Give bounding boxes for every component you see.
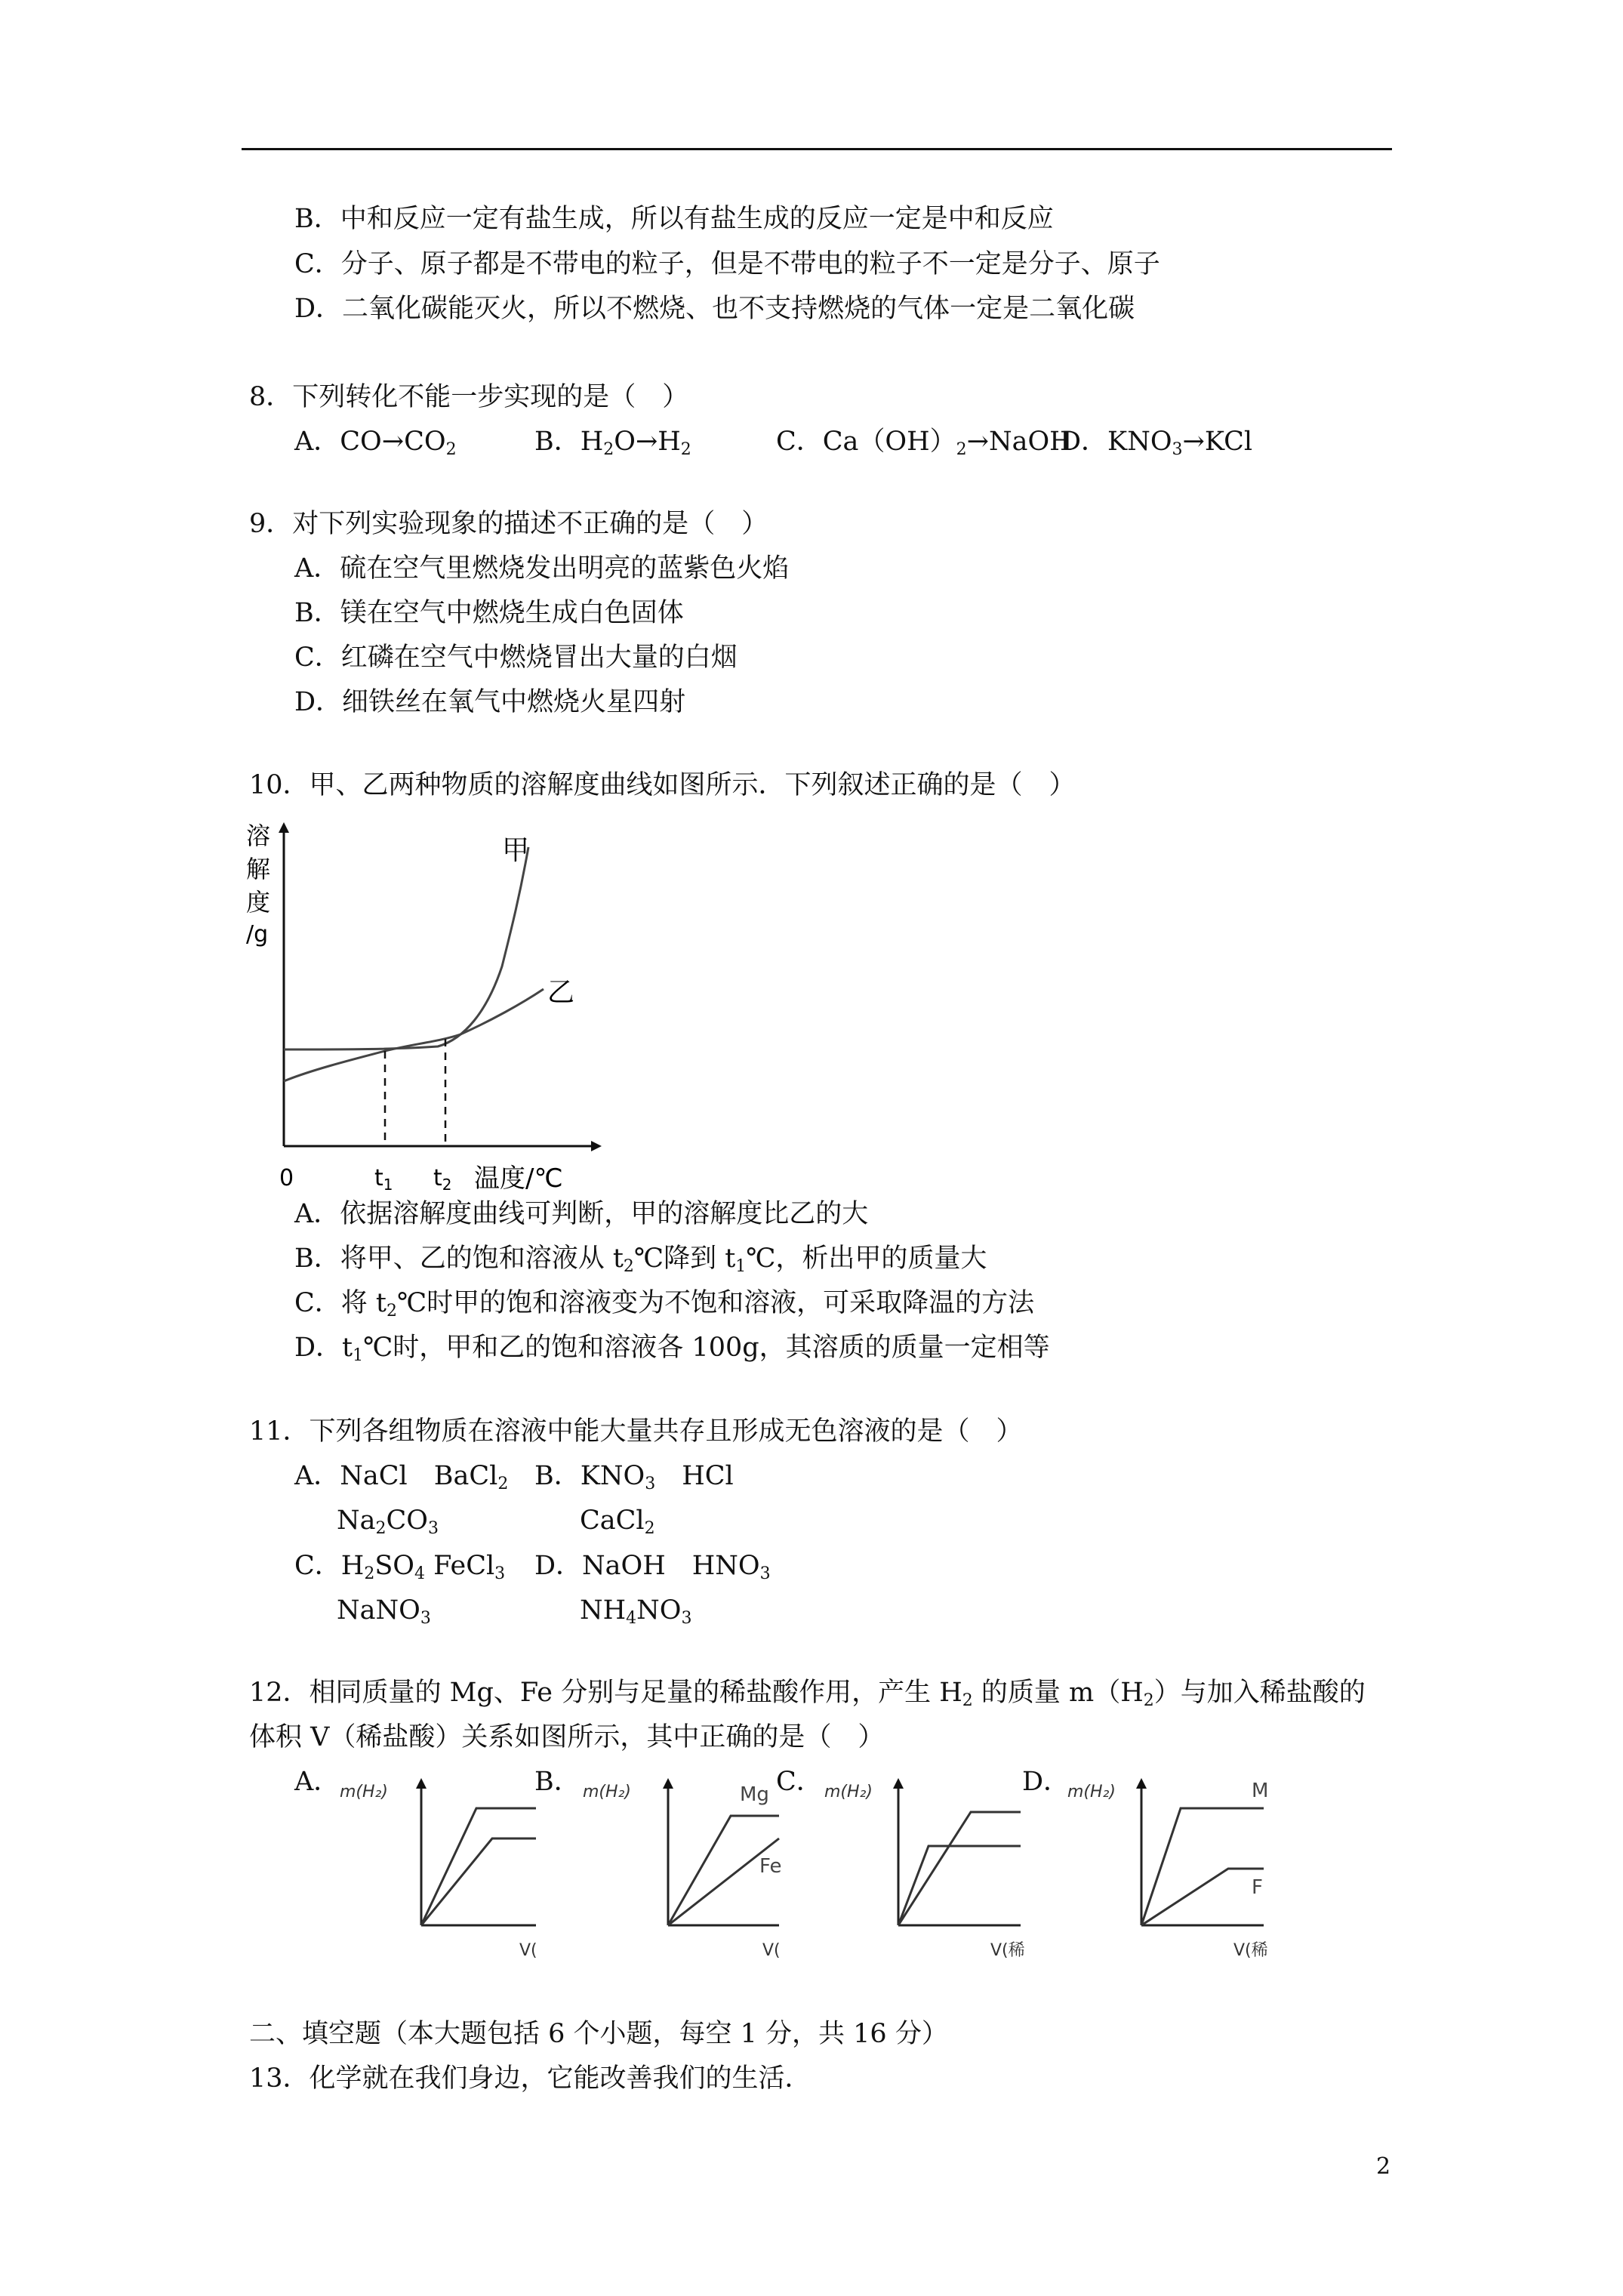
q12-graph-d	[1066, 1774, 1269, 1963]
x-axis-label: 温度/℃	[474, 1163, 563, 1194]
series-yi-label: 乙	[547, 977, 575, 1008]
y-label-char: 度	[246, 888, 271, 917]
graph-a-line-upper	[421, 1808, 536, 1925]
q10-option-b: B．将甲、乙的饱和溶液从 $t_2℃$降到 $t_1℃$，析出甲的质量大	[294, 1244, 987, 1276]
q9-stem: 9．对下列实验现象的描述不正确的是（ ）	[249, 509, 768, 539]
q10-option-c: C．将 $t_2℃$时甲的饱和溶液变为不饱和溶液，可采取降温的方法	[294, 1288, 1035, 1321]
q11-option-b-line2: CaCl$_2$	[580, 1505, 655, 1538]
q8-option-d: D．$KNO_3\to KCl$	[1060, 427, 1253, 459]
q7-option-c: C．分子、原子都是不带电的粒子，但是不带电的粒子不一定是分子、原子	[294, 249, 1160, 279]
graph-c-y-label: m(H₂)	[824, 1783, 873, 1801]
q12-stem-line1: 12．相同质量的 Mg、Fe 分别与足量的稀盐酸作用，产生 $H_2$ 的质量 $m(H_2)$与加入稀盐酸的	[249, 1678, 1366, 1710]
q13-stem: 13．化学就在我们身边，它能改善我们的生活．	[249, 2063, 812, 2094]
origin-label: 0	[279, 1165, 294, 1191]
q10-option-a: A．依据溶解度曲线可判断，甲的溶解度比乙的大	[294, 1199, 869, 1229]
q11-option-c-line2: NaNO$_3$	[337, 1595, 431, 1628]
series-jia-label: 甲	[502, 835, 530, 866]
graph-d-f-label: F	[1252, 1876, 1263, 1899]
graph-c-line-upper	[898, 1812, 1021, 1925]
q11-option-a-line1: A．NaCl BaCl$_2$	[294, 1461, 509, 1493]
q8-option-a: A．$CO\to CO_2$	[294, 427, 457, 459]
t2-label: $t_2$	[433, 1165, 452, 1194]
q12-label-a: A．	[294, 1767, 340, 1797]
section-2-heading: 二、填空题（本大题包括 6 个小题，每空 1 分，共 16 分）	[249, 2019, 948, 2049]
t1-label: $t_1$	[374, 1165, 393, 1194]
q12-label-d: D．	[1022, 1767, 1070, 1797]
q11-stem: 11．下列各组物质在溶液中能大量共存且形成无色溶液的是（ ）	[249, 1416, 1023, 1447]
q11-option-c-line1: C．$H_2SO_4$ FeCl$_3$	[294, 1551, 506, 1583]
y-label-char: 解	[246, 855, 271, 883]
q9-option-b: B．镁在空气中燃烧生成白色固体	[294, 598, 684, 628]
q11-option-a-line2: $Na_2CO_3$	[337, 1505, 439, 1538]
q12-label-b: B．	[534, 1767, 581, 1797]
q12-stem-line2: 体积 V（稀盐酸）关系如图所示，其中正确的是（ ）	[249, 1722, 885, 1752]
header-rule	[242, 148, 1392, 150]
q11-option-d-line1: D．NaOH $HNO_3$	[534, 1551, 771, 1583]
graph-d-x-label: V(稀	[1233, 1941, 1268, 1960]
series-yi-curve	[284, 989, 544, 1081]
q8-option-b: B．$H_2O\to H_2$	[534, 427, 691, 459]
graph-b-y-label: m(H₂)	[583, 1783, 631, 1801]
q10-option-d: D．$t_1℃$时，甲和乙的饱和溶液各 100g，其溶质的质量一定相等	[294, 1333, 1050, 1365]
q8-stem: 8．下列转化不能一步实现的是（ ）	[249, 382, 689, 412]
graph-b-x-label: V(	[762, 1941, 781, 1960]
page-number: 2	[1376, 2153, 1391, 2180]
q10-stem: 10．甲、乙两种物质的溶解度曲线如图所示．下列叙述正确的是（ ）	[249, 770, 1076, 800]
graph-b-fe-label: Fe	[759, 1855, 782, 1878]
q9-option-d: D．细铁丝在氧气中燃烧火星四射	[294, 687, 686, 717]
graph-a-line-lower	[421, 1838, 536, 1925]
graph-d-y-label: m(H₂)	[1067, 1783, 1116, 1801]
graph-d-line-lower	[1141, 1869, 1264, 1925]
graph-b-line-fe	[668, 1838, 779, 1925]
q9-option-c: C．红磷在空气中燃烧冒出大量的白烟	[294, 643, 738, 673]
graph-a-y-label: m(H₂)	[340, 1783, 388, 1801]
solubility-curve-chart	[242, 815, 619, 1193]
q7-option-b: B．中和反应一定有盐生成，所以有盐生成的反应一定是中和反应	[294, 204, 1054, 234]
q12-label-c: C．	[776, 1767, 823, 1797]
graph-a-x-label: V(	[519, 1941, 537, 1960]
q12-graph-c	[823, 1774, 1025, 1963]
graph-d-line-upper	[1141, 1808, 1264, 1925]
graph-b-mg-label: Mg	[740, 1783, 769, 1806]
graph-c-line-lower	[898, 1846, 1021, 1925]
graph-c-x-label: V(稀	[990, 1941, 1025, 1960]
q8-option-c: C．$Ca(OH)_2\to NaOH$	[776, 427, 1073, 459]
q12-graph-b	[581, 1774, 782, 1963]
graph-d-m-label: M	[1252, 1780, 1269, 1802]
q12-graph-a	[338, 1774, 536, 1963]
y-label-char: 溶	[246, 821, 271, 850]
q11-option-d-line2: $NH_4NO_3$	[580, 1595, 692, 1628]
y-label-unit: /g	[246, 921, 269, 948]
q7-option-d: D．二氧化碳能灭火，所以不燃烧、也不支持燃烧的气体一定是二氧化碳	[294, 294, 1135, 324]
q9-option-a: A．硫在空气里燃烧发出明亮的蓝紫色火焰	[294, 553, 790, 584]
q11-option-b-line1: B．$KNO_3$ HCl	[534, 1461, 734, 1493]
